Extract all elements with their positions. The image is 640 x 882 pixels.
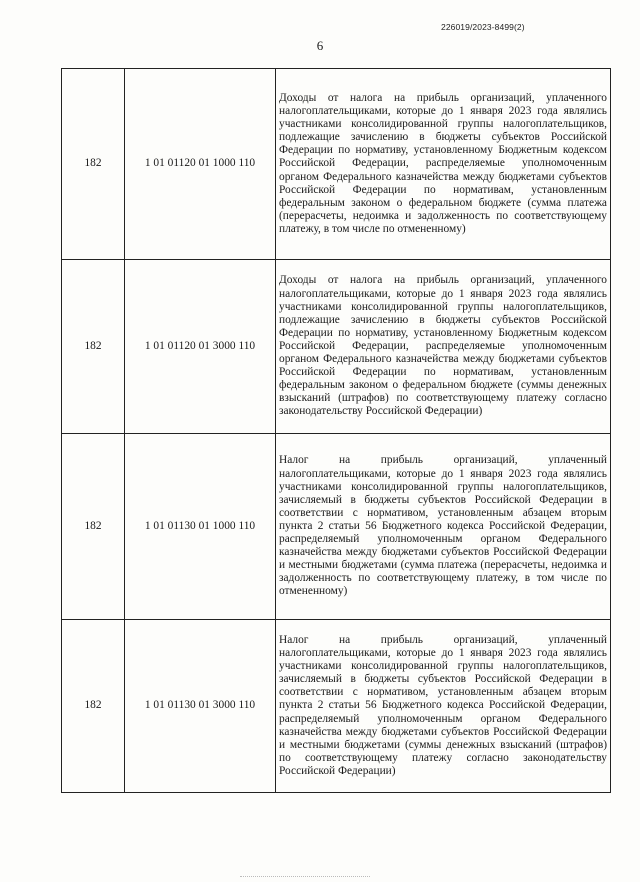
table-row [62,620,611,793]
table-row [62,434,611,620]
budget-classification-table [61,68,611,793]
budget-code-cell: 1 01 01120 01 1000 110 [125,69,276,260]
admin-code-cell: 182 [62,260,125,434]
budget-code-cell: 1 01 01130 01 3000 110 [125,620,276,793]
revenue-name-cell: Налог на прибыль организаций, уплаченный налогоплательщиками, которые до 1 января 2023 года являлись участниками консолидированной группы налогоплательщиков, зачисляемый в бюджеты субъектов Российской Федерации в соответствии с нормативом, установленным абзацем вторым пункта 2 статьи 56 Бюджетного кодекса Российской Федерации, распределяемый уполномоченным органом Федерального казначейства между бюджетами субъектов Российской Федерации и местными бюджетами (сумма платежа (перерасчеты, недоимка и задолженность по соответствующему платежу, в том числе по отмененному) [276,434,611,620]
admin-code-cell: 182 [62,434,125,620]
budget-code-cell: 1 01 01130 01 1000 110 [125,434,276,620]
revenue-name-cell: Доходы от налога на прибыль организаций, уплаченного налогоплательщиками, которые до 1 января 2023 года являлись участниками консолидированной группы налогоплательщиков, подлежащие зачислению в бюджеты субъектов Российской Федерации по нормативу, установленному Бюджетным кодексом Российской Федерации, распределяемые уполномоченным органом Федерального казначейства между бюджетами субъектов Российской Федерации по нормативам, установленным федеральным законом о федеральном бюджете (сумма платежа (перерасчеты, недоимка и задолженность по соответствующему платежу, в том числе по отмененному) [276,69,611,260]
page-number: 6 [316,38,324,53]
revenue-name-cell: Налог на прибыль организаций, уплаченный налогоплательщиками, которые до 1 января 2023 года являлись участниками консолидированной группы налогоплательщиков, зачисляемый в бюджеты субъектов Российской Федерации в соответствии с нормативом, установленным абзацем вторым пункта 2 статьи 56 Бюджетного кодекса Российской Федерации, распределяемый уполномоченным органом Федерального казначейства между бюджетами субъектов Российской Федерации и местными бюджетами (суммы денежных взысканий (штрафов) по соответствующему платежу согласно законодательству Российской Федерации) [276,620,611,793]
table-row [62,69,611,260]
scan-artifact [240,876,370,878]
admin-code-cell: 182 [62,69,125,260]
admin-code-cell: 182 [62,620,125,793]
budget-code-cell: 1 01 01120 01 3000 110 [125,260,276,434]
document-id: 226019/2023-8499(2) [441,22,525,32]
revenue-name-cell: Доходы от налога на прибыль организаций, уплаченного налогоплательщиками, которые до 1 января 2023 года являлись участниками консолидированной группы налогоплательщиков, подлежащие зачислению в бюджеты субъектов Российской Федерации по нормативу, установленному Бюджетным кодексом Российской Федерации, распределяемые уполномоченным органом Федерального казначейства между бюджетами субъектов Российской Федерации по нормативам, установленным федеральным законом о федеральном бюджете (суммы денежных взысканий (штрафов) по соответствующему платежу согласно законодательству Российской Федерации) [276,260,611,434]
table-row [62,260,611,434]
